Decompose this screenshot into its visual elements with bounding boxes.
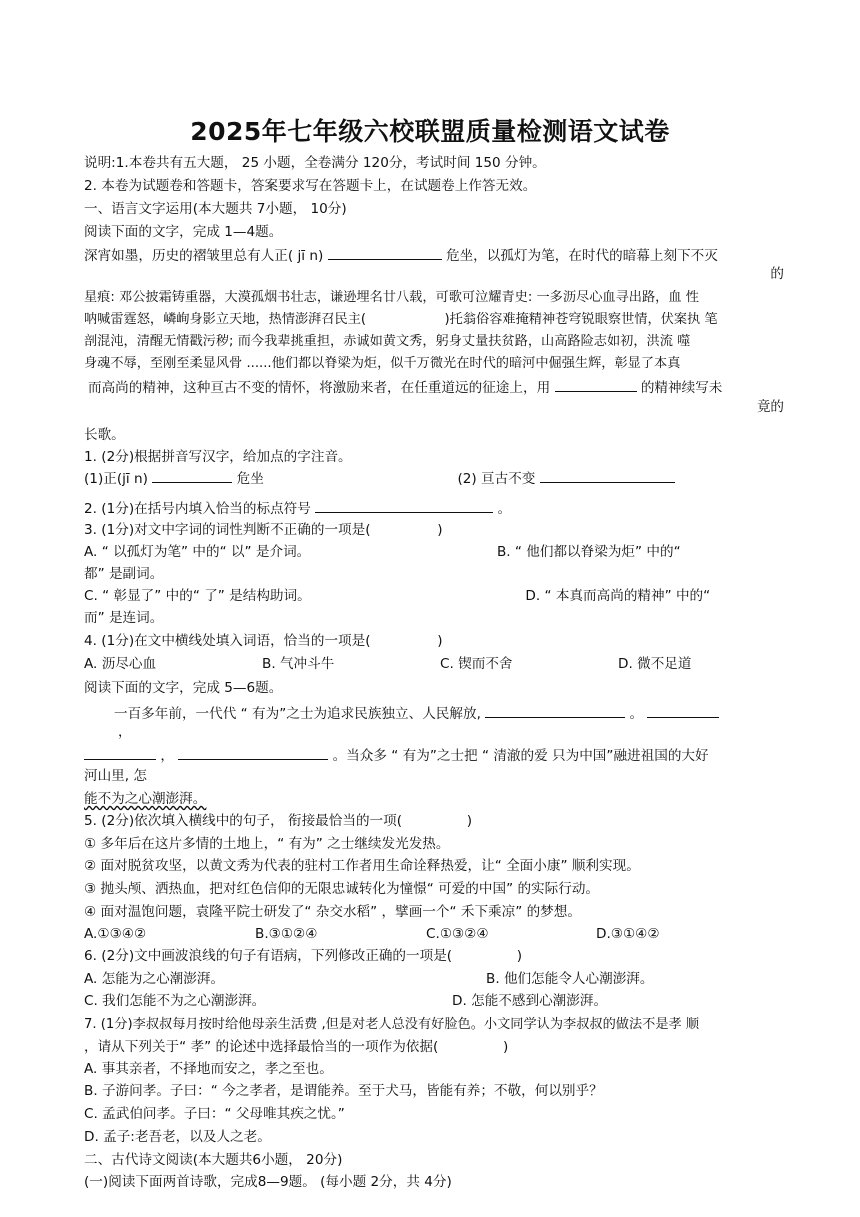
q6-options-cd <box>84 992 784 1010</box>
q7-option-a: A. 事其亲者，不择地而安之，孝之至也。 <box>84 1061 333 1077</box>
passage2-line-1 <box>114 703 784 723</box>
passage2-text: 一百多年前，一代代 “ 有为”之士为追求民族独立、人民解放, <box>114 706 481 722</box>
q1-a-label: (1)正(jī n) <box>84 471 148 487</box>
notes-line-1: 说明:1.本卷共有五大题， 25 小题，全卷满分 120分，考试时间 150 分钟。 <box>84 155 546 171</box>
q5-stem-end: ) <box>466 813 473 829</box>
q5-stem-text: 5. (2分)依次填入横线中的句子， 衔接最恰当的一项( <box>84 813 403 829</box>
passage1-line-7: 长歌。 <box>84 427 125 443</box>
passage1-text: 的精神续写未 <box>640 380 723 396</box>
q5-option-b: B.③①②④ <box>255 926 318 942</box>
q1-a-tail: 危坐 <box>236 471 264 487</box>
passage1-text: 深宵如墨，历史的褶皱里总有人正( jī n) <box>84 248 324 264</box>
q3-stem <box>84 521 784 539</box>
q4-option-d: D. 微不足道 <box>618 656 692 672</box>
q6-stem-text: 6. (2分)文中画波浪线的句子有语病，下列修改正确的一项是( <box>84 948 453 964</box>
q1-stem: 1. (2分)根据拼音写汉字，给加点的字注音。 <box>84 449 352 465</box>
q7-option-d: D. 孟子:老吾老，以及人之老。 <box>84 1129 271 1145</box>
q3-option-a: A. “ 以孤灯为笔” 中的“ 以” 是介词。 <box>84 544 311 560</box>
passage1-text: )托翁俗容难掩精神苍穹锐眼察世情，伏案执 笔 <box>444 312 718 327</box>
q3-option-b: B. “ 他们都以脊梁为炬” 中的“ <box>496 544 681 560</box>
passage1-line-4: 剖混沌，清醒无情戳污秽; 而今我辈挑重担，赤诚如黄文秀，躬身丈量扶贫路，山高路险志如初，洪流 噬 <box>84 334 691 349</box>
q7-line-2 <box>84 1038 784 1056</box>
q2 <box>84 498 784 518</box>
q3-stem-text: 3. (1分)对文中字词的词性判断不正确的一项是( <box>84 522 371 538</box>
passage1-line-1 <box>84 245 784 265</box>
passage1-line-2: 星痕: 邓公披霜铸重器，大漠孤烟书壮志，谦逊埋名廿八载，可歌可泣耀青史: 一多沥尽心血寻出路，血 性 <box>84 290 699 305</box>
q5-option-c: C.①③②④ <box>426 926 489 942</box>
q6-stem <box>84 947 784 965</box>
passage2-line-4 <box>84 790 784 808</box>
q4-option-a: A. 沥尽心血 <box>84 656 157 672</box>
passage2-text: ， <box>160 748 174 764</box>
q6-options-ab <box>84 970 784 988</box>
wavy-sentence: 能不为之心潮澎湃。 <box>84 791 207 807</box>
passage2-instruction: 阅读下面的文字，完成 5—6题。 <box>84 680 283 696</box>
q1-b-blank <box>540 468 675 483</box>
q7-line-2-text: ，请从下列关于“ 孝” 的论述中选择最恰当的一项作为依据( <box>84 1039 439 1055</box>
answer-blank <box>647 703 719 718</box>
q5-stem <box>84 812 784 830</box>
passage1-line-6b: 竟的 <box>756 399 784 415</box>
q2-end: 。 <box>497 501 512 517</box>
q1-b-label: (2) 亘古不变 <box>457 471 536 487</box>
passage1-line-6 <box>88 377 788 397</box>
q5-sentence-4: ④ 面对温饱问题，袁隆平院士研发了“ 杂交水稻” ，擘画一个“ 禾下乘凉” 的梦想。 <box>84 904 581 920</box>
q4-stem-end: ) <box>437 633 443 649</box>
q5-sentence-1: ① 多年后在这片多情的土地上，“ 有为” 之士继续发光发热。 <box>84 836 450 852</box>
q5-options <box>84 925 784 943</box>
q6-option-b: B. 他们怎能令人心潮澎湃。 <box>486 971 654 987</box>
passage2-comma: ， <box>118 724 132 740</box>
q5-option-a: A.①③④② <box>84 926 147 942</box>
q3-option-d: D. “ 本真而高尚的精神” 中的“ <box>525 588 711 604</box>
q4-options <box>84 655 784 673</box>
passage2-line-2 <box>84 745 784 765</box>
q4-stem <box>84 632 784 650</box>
q7-option-b: B. 子游问孝。子曰：“ 今之孝者，是谓能养。至于犬马，皆能有养；不敬，何以别乎？ <box>84 1083 603 1099</box>
q6-option-a: A. 怎能为之心潮澎湃。 <box>84 971 225 987</box>
q7-line-2-end: ) <box>502 1039 509 1055</box>
section2-heading: 二、古代诗文阅读(本大题共6小题， 20分) <box>84 1152 343 1168</box>
q3-option-b-cont: 都” 是副词。 <box>84 566 164 582</box>
q5-sentence-2: ② 面对脱贫攻坚，以黄文秀为代表的驻村工作者用生命诠释热爱，让“ 全面小康” 顺利实现。 <box>84 858 640 874</box>
answer-blank <box>178 745 328 760</box>
passage2-text: 。 <box>629 706 644 722</box>
passage1-line-1b: 的 <box>770 266 784 282</box>
passage1-text: 呐喊雷霆怒，嶙峋身影立天地，热情澎湃召民主( <box>84 312 367 327</box>
passage1-line-5: 身魂不辱，至刚至柔显风骨 ......他们都以脊梁为炬，似千万微光在时代的暗河中倔强生辉，彰显了本真 <box>84 356 681 371</box>
q4-option-c: C. 锲而不舍 <box>440 656 513 672</box>
answer-blank <box>328 245 442 260</box>
q6-option-c: C. 我们怎能不为之心潮澎湃。 <box>84 993 266 1009</box>
q7-option-c: C. 孟武伯问孝。子曰：“ 父母唯其疾之忧。” <box>84 1106 345 1122</box>
q1-a-blank <box>152 468 232 483</box>
passage1-instruction: 阅读下面的文字，完成 1—4题。 <box>84 224 283 240</box>
answer-blank <box>555 377 637 392</box>
page-title: 2025年七年级六校联盟质量检测语文试卷 <box>190 117 670 146</box>
q6-option-d: D. 怎能不感到心潮澎湃。 <box>452 993 608 1009</box>
q2-blank <box>315 498 493 513</box>
q3-stem-end: ) <box>437 522 443 538</box>
passage1-line-3 <box>84 311 784 329</box>
passage1-text: 而高尚的精神，这种亘古不变的情怀，将激励来者，在任重道远的征途上，用 <box>88 380 551 396</box>
passage2-line-3: 河山里, 怎 <box>84 768 148 784</box>
q3-option-d-cont: 而” 是连词。 <box>84 610 164 626</box>
q5-option-d: D.③①④② <box>596 926 660 942</box>
q2-stem: 2. (1分)在括号内填入恰当的标点符号 <box>84 501 311 517</box>
q3-option-c: C. “ 彰显了” 中的“ 了” 是结构助词。 <box>84 588 311 604</box>
q5-sentence-3: ③ 抛头颅、洒热血，把对红色信仰的无限忠诚转化为憧憬“ 可爱的中国” 的实际行动。 <box>84 881 600 897</box>
passage1-text: 危坐，以孤灯为笔，在时代的暗幕上刻下不灭 <box>445 248 718 264</box>
notes-line-2: 2. 本卷为试题卷和答题卡，答案要求写在答题卡上，在试题卷上作答无效。 <box>84 178 537 194</box>
answer-blank <box>84 745 156 760</box>
section2-subheading: (一)阅读下面两首诗歌，完成8—9题。 (每小题 2分，共 4分) <box>84 1174 452 1190</box>
q4-stem-text: 4. (1分)在文中横线处填入词语，恰当的一项是( <box>84 633 371 649</box>
q1-answers <box>84 468 784 488</box>
section1-heading: 一、语言文字运用(本大题共 7小题， 10分) <box>84 201 347 217</box>
q6-stem-end: ) <box>516 948 523 964</box>
q7-line-1: 7. (1分)李叔叔每月按时给他母亲生活费 ,但是对老人总没有好脸色。小文同学认为李叔叔的做法不是孝 顺 <box>84 1017 700 1032</box>
q3-options-cd <box>84 587 784 605</box>
passage2-text: 。当众多 “ 有为”之士把 “ 清澈的爱 只为中国”融进祖国的大好 <box>332 748 709 764</box>
q3-options-ab <box>84 543 784 561</box>
q4-option-b: B. 气冲斗牛 <box>262 656 335 672</box>
answer-blank <box>485 703 625 718</box>
